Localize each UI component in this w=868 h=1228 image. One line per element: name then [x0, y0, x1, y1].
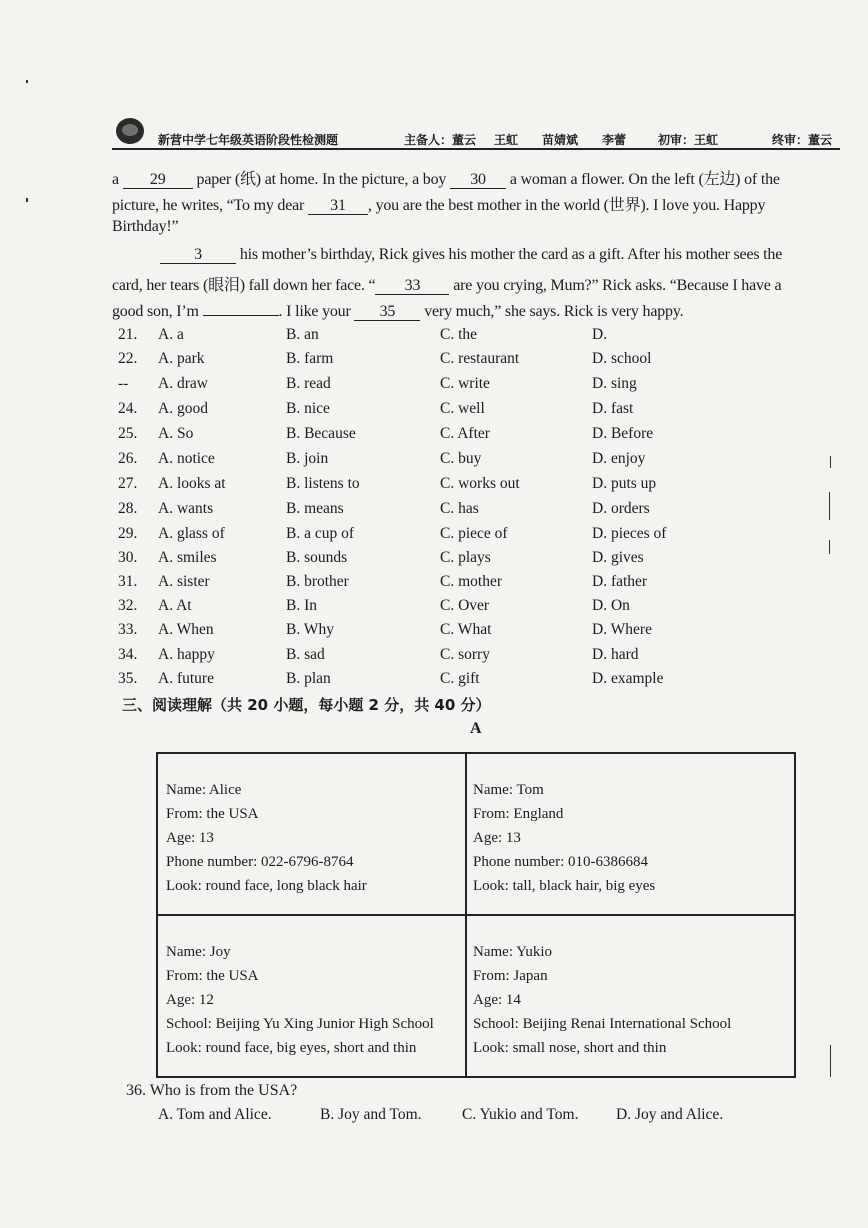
scan-speck [830, 456, 831, 468]
question-number: 30. [118, 549, 138, 566]
profile-school: School: Beijing Renai International School [473, 1016, 732, 1032]
option-a: A. Tom and Alice. [158, 1106, 272, 1123]
option-d: D. hard [592, 646, 639, 663]
scan-speck [26, 80, 28, 83]
option-a: A. When [158, 621, 214, 638]
question-number: 33. [118, 621, 138, 638]
profile-age: Age: 14 [473, 992, 521, 1008]
blank-31: 31 [308, 197, 368, 215]
option-b: B. Because [286, 425, 356, 442]
blank-30: 30 [450, 171, 506, 189]
option-c: C. has [440, 500, 479, 517]
passage-text: are you crying, Mum?” Rick asks. “Because I have a [453, 277, 782, 294]
passage-text: his mother’s birthday, Rick gives his mother the card as a gift. After his mother sees the [239, 246, 783, 263]
question-options [118, 425, 818, 449]
option-a: A. notice [158, 450, 215, 467]
question-number: 32. [118, 597, 138, 614]
option-d: D. example [592, 670, 664, 687]
option-c: C. mother [440, 573, 502, 590]
question-number: 22. [118, 350, 138, 367]
option-b: B. plan [286, 670, 331, 687]
first-review: 初审：王虹 [658, 133, 719, 147]
option-d: D. Joy and Alice. [616, 1106, 724, 1123]
option-a: A. a [158, 326, 184, 343]
option-d: D. Where [592, 621, 652, 638]
profile-look: Look: round face, big eyes, short and thin [166, 1040, 417, 1056]
passage-line [112, 218, 178, 236]
option-c: C. Yukio and Tom. [462, 1106, 579, 1123]
option-c: C. buy [440, 450, 482, 467]
question-options [118, 326, 818, 350]
profile-from: From: the USA [166, 806, 259, 822]
passage-line [160, 246, 782, 264]
option-c: C. plays [440, 549, 491, 566]
option-d: D. fast [592, 400, 634, 417]
question-number: 29. [118, 525, 138, 542]
option-a: A. wants [158, 500, 214, 517]
profile-card-joy [166, 940, 434, 1060]
school-logo-icon [116, 118, 144, 144]
blank-34 [203, 298, 279, 316]
profile-look: Look: round face, long black hair [166, 878, 367, 894]
profile-phone: Phone number: 010-6386684 [473, 854, 648, 870]
option-c: C. After [440, 425, 490, 442]
question-number: 28. [118, 500, 138, 517]
profile-card-alice [166, 778, 367, 898]
profile-name: Name: Tom [473, 782, 544, 798]
passage-text: picture, he writes, “To my dear [112, 197, 305, 214]
option-b: B. sounds [286, 549, 348, 566]
option-b: B. sad [286, 646, 325, 663]
question-options [118, 525, 818, 549]
question-number: 26. [118, 450, 138, 467]
question-36-options [158, 1106, 798, 1128]
option-b: B. a cup of [286, 525, 355, 542]
question-number: -- [118, 375, 129, 392]
question-number: 34. [118, 646, 138, 663]
blank-33: 33 [375, 277, 449, 295]
option-a: A. looks at [158, 475, 226, 492]
passage-text: . I like your [278, 303, 351, 320]
option-d: D. school [592, 350, 652, 367]
profile-phone: Phone number: 022-6796-8764 [166, 854, 354, 870]
passage-text: card, her tears (眼泪) fall down her face. “ [112, 277, 376, 294]
option-b: B. brother [286, 573, 349, 590]
option-a: A. smiles [158, 549, 217, 566]
passage-line [112, 166, 780, 189]
question-options [118, 375, 818, 399]
profile-look: Look: tall, black hair, big eyes [473, 878, 656, 894]
question-number: 21. [118, 326, 138, 343]
teacher-name: 王虹 [494, 133, 519, 147]
question-number: 27. [118, 475, 138, 492]
option-c: C. restaurant [440, 350, 520, 367]
option-a: A. park [158, 350, 205, 367]
option-c: C. the [440, 326, 478, 343]
profile-from: From: Japan [473, 968, 548, 984]
option-d: D. Before [592, 425, 654, 442]
option-c: C. write [440, 375, 490, 392]
school-title: 新营中学七年级英语阶段性检测题 [158, 133, 339, 147]
option-b: B. nice [286, 400, 330, 417]
blank-35: 35 [354, 303, 420, 321]
option-c: C. What [440, 621, 492, 638]
profile-card-tom [473, 778, 655, 898]
passage-text: a [112, 171, 119, 188]
question-36-stem: 36. Who is from the USA? [126, 1082, 298, 1099]
option-a: A. future [158, 670, 214, 687]
question-options [118, 670, 818, 694]
option-d: D. sing [592, 375, 637, 392]
passage-text: , you are the best mother in the world (世界). I love you. Happy [367, 197, 766, 214]
question-options [118, 450, 818, 474]
question-number: 25. [118, 425, 138, 442]
question-options [118, 350, 818, 374]
option-d: D. [592, 326, 608, 343]
question-number: 35. [118, 670, 138, 687]
exam-header [112, 118, 840, 150]
question-options [118, 621, 818, 645]
question-options [118, 549, 818, 573]
profile-look: Look: small nose, short and thin [473, 1040, 667, 1056]
question-options [118, 597, 818, 621]
option-d: D. enjoy [592, 450, 646, 467]
option-b: B. means [286, 500, 344, 517]
option-a: A. So [158, 425, 194, 442]
passage-text: paper (纸) at home. In the picture, a boy [196, 171, 447, 188]
prepared-by: 主备人：董云 [404, 133, 477, 147]
option-c: C. piece of [440, 525, 508, 542]
profile-name: Name: Joy [166, 944, 231, 960]
profile-from: From: the USA [166, 968, 259, 984]
option-a: A. glass of [158, 525, 225, 542]
question-number: 31. [118, 573, 138, 590]
scan-speck [26, 198, 28, 202]
option-d: D. gives [592, 549, 644, 566]
option-b: B. In [286, 597, 317, 614]
question-options [118, 475, 818, 499]
option-b: B. farm [286, 350, 334, 367]
option-b: B. read [286, 375, 331, 392]
question-options [118, 400, 818, 424]
blank-32: 3 [160, 246, 236, 264]
option-b: B. Why [286, 621, 334, 638]
passage-line [112, 272, 781, 295]
scan-speck [829, 540, 830, 554]
passage-text: Birthday!” [112, 218, 179, 235]
passage-text: a woman a flower. On the left (左边) of the [509, 171, 780, 188]
option-b: B. Joy and Tom. [320, 1106, 422, 1123]
option-d: D. puts up [592, 475, 657, 492]
teacher-name: 苗婧斌 [542, 133, 579, 147]
scan-speck [830, 1045, 831, 1077]
option-a: A. good [158, 400, 208, 417]
option-d: D. On [592, 597, 630, 614]
passage-text: good son, I’m [112, 303, 199, 320]
profile-age: Age: 13 [473, 830, 521, 846]
option-c: C. Over [440, 597, 490, 614]
option-b: B. listens to [286, 475, 360, 492]
profile-from: From: England [473, 806, 564, 822]
profile-age: Age: 13 [166, 830, 214, 846]
question-number: 24. [118, 400, 138, 417]
option-a: A. happy [158, 646, 215, 663]
option-d: D. orders [592, 500, 650, 517]
question-options [118, 573, 818, 597]
profile-name: Name: Yukio [473, 944, 553, 960]
question-options [118, 500, 818, 524]
option-c: C. works out [440, 475, 520, 492]
final-review: 终审：董云 [772, 133, 833, 147]
teacher-name: 李蕾 [602, 133, 627, 147]
blank-29: 29 [123, 171, 193, 189]
option-a: A. At [158, 597, 192, 614]
section-heading: 三、阅读理解（共 20 小题，每小题 2 分，共 40 分） [122, 696, 491, 714]
option-b: B. an [286, 326, 319, 343]
profile-table [156, 752, 796, 1078]
option-c: C. gift [440, 670, 480, 687]
option-d: D. father [592, 573, 648, 590]
question-options [118, 646, 818, 670]
profile-card-yukio [473, 940, 731, 1060]
option-a: A. draw [158, 375, 208, 392]
option-b: B. join [286, 450, 329, 467]
profile-age: Age: 12 [166, 992, 214, 1008]
option-c: C. sorry [440, 646, 490, 663]
passage-text: very much,” she says. Rick is very happy. [424, 303, 684, 320]
subsection-label: A [470, 720, 482, 737]
profile-name: Name: Alice [166, 782, 242, 798]
option-d: D. pieces of [592, 525, 667, 542]
table-divider [158, 914, 794, 916]
option-c: C. well [440, 400, 485, 417]
profile-school: School: Beijing Yu Xing Junior High School [166, 1016, 434, 1032]
passage-line [112, 298, 683, 321]
passage-line [112, 192, 765, 215]
scan-speck [829, 492, 830, 520]
option-a: A. sister [158, 573, 210, 590]
